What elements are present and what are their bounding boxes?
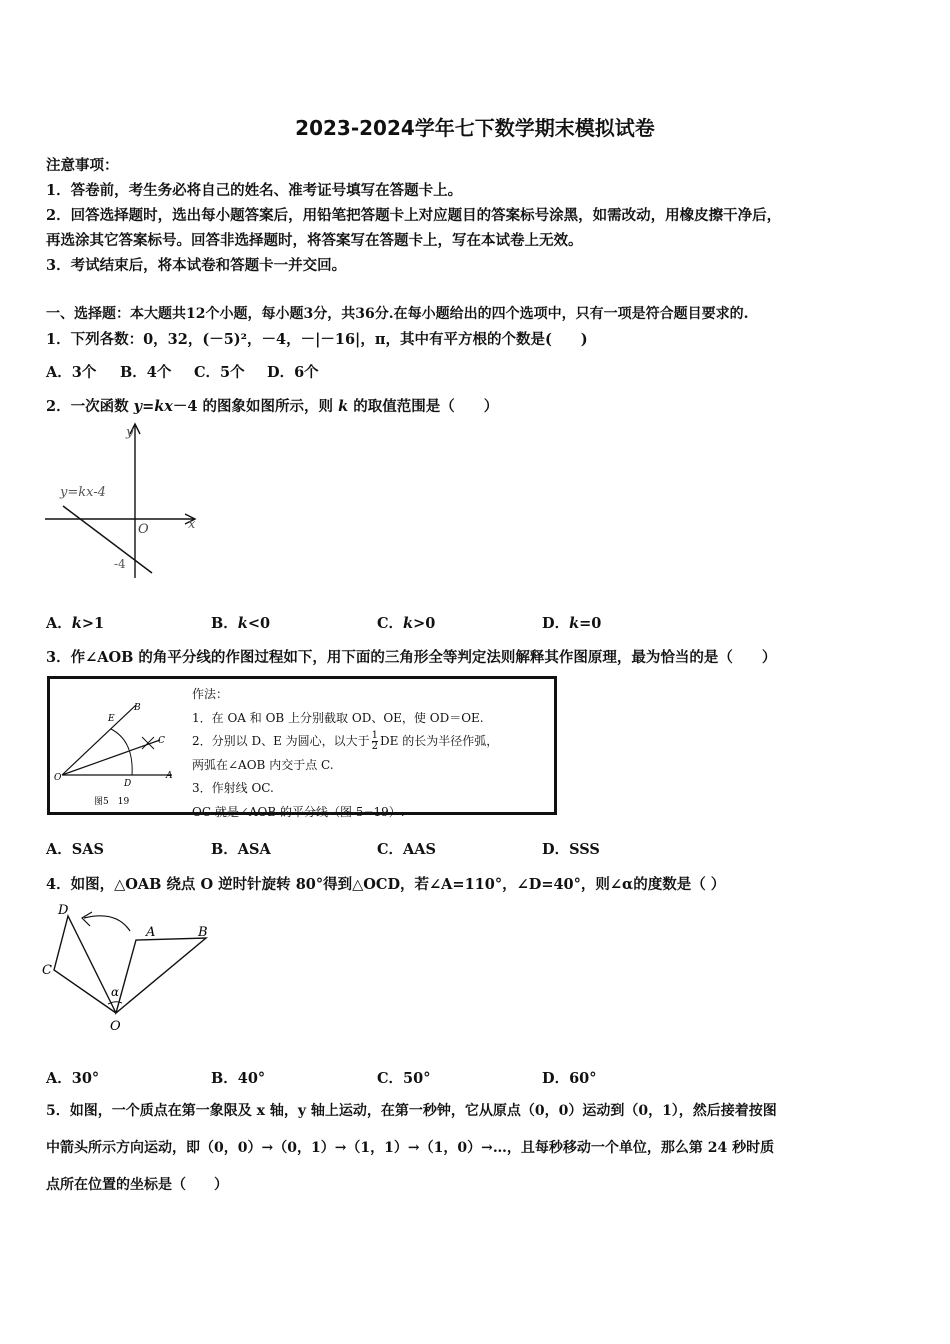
q2-option-var: k bbox=[237, 615, 248, 632]
q3-option-c[interactable]: C．AAS bbox=[377, 841, 437, 858]
q5-line-1: 5．如图，一个质点在第一象限及 x 轴，y 轴上运动，在第一秒钟，它从原点（0，0）运动到（0，1），然后接着按图 bbox=[46, 1103, 777, 1119]
q3-arc-de bbox=[111, 729, 132, 775]
q2-option-b[interactable] bbox=[211, 612, 270, 633]
q2-origin-label: O bbox=[138, 522, 149, 537]
notice-item-2-cont: 再选涂其它答案标号。回答非选择题时，将答案写在答题卡上，写在本试卷上无效。 bbox=[46, 232, 583, 249]
q2-option-d[interactable] bbox=[542, 612, 601, 633]
q3-label-d: D bbox=[124, 779, 132, 789]
q3-option-d[interactable]: D．SSS bbox=[542, 841, 600, 858]
q3-option-b[interactable]: B．ASA bbox=[211, 841, 271, 858]
notice-item-1: 1．答卷前，考生务必将自己的姓名、准考证号填写在答题卡上。 bbox=[46, 182, 463, 199]
q2-graph bbox=[40, 420, 210, 580]
q3-label-o: O bbox=[54, 773, 62, 783]
q2-function: y=kx bbox=[133, 398, 173, 415]
q1-option-a[interactable]: A．3个 bbox=[46, 364, 97, 381]
q2-x-label: x bbox=[188, 517, 196, 532]
q1-stem: 1．下列各数：0，32，(－5)²，－4，－|－16|，π，其中有平方根的个数是( ) bbox=[46, 331, 588, 348]
q2-option-rel: =0 bbox=[579, 615, 602, 632]
q3-figure-caption: 图5 19 bbox=[94, 797, 130, 807]
q4-label-alpha: α bbox=[111, 985, 120, 999]
q2-line-label: y=kx-4 bbox=[60, 485, 106, 500]
q3-label-e: E bbox=[108, 714, 115, 724]
q4-stem: 4．如图，△OAB 绕点 O 逆时针旋转 80°得到△OCD，若∠A=110°，∠D=40°，则∠α的度数是（ ） bbox=[46, 876, 726, 893]
q2-stem-part: 的取值范围是（ ） bbox=[348, 398, 499, 415]
q2-option-rel: >0 bbox=[413, 615, 436, 632]
q4-option-b[interactable]: B．40° bbox=[211, 1070, 266, 1087]
q4-label-a: A bbox=[146, 925, 156, 940]
q2-stem-part: 2．一次函数 bbox=[46, 398, 134, 415]
q3-construction-diagram bbox=[50, 679, 190, 812]
q3-method-text bbox=[192, 683, 498, 824]
q4-rotation-arrow bbox=[84, 916, 130, 931]
q3-figure-box bbox=[47, 676, 557, 819]
q2-y-label: y bbox=[126, 425, 134, 440]
q3-stem: 3．作∠AOB 的角平分线的作图过程如下，用下面的三角形全等判定法则解释其作图原理，最为恰当的是（ ） bbox=[46, 649, 777, 666]
q2-option-letter: D． bbox=[542, 615, 570, 632]
q3-option-a[interactable]: A．SAS bbox=[46, 841, 104, 858]
q3-step-1: 1．在 OA 和 OB 上分别截取 OD、OE，使 OD＝OE. bbox=[192, 710, 484, 725]
q3-step-3: 3．作射线 OC. bbox=[192, 781, 274, 795]
q4-label-d: D bbox=[58, 903, 69, 918]
q4-option-c[interactable]: C．50° bbox=[377, 1070, 431, 1087]
page-title: 2023-2024学年七下数学期末模拟试卷 bbox=[295, 116, 655, 140]
q3-conclusion: OC 就是∠AOB 的平分线（图 5−19）. bbox=[192, 804, 405, 819]
q3-method-title: 作法： bbox=[192, 687, 229, 701]
q3-step-2 bbox=[192, 730, 498, 754]
q1-option-b[interactable]: B．4个 bbox=[120, 364, 172, 381]
q4-option-a[interactable]: A．30° bbox=[46, 1070, 100, 1087]
q3-step-2-text: 2．分别以 D、E 为圆心，以大于 bbox=[192, 734, 370, 748]
q2-option-letter: C． bbox=[377, 615, 404, 632]
q2-function-line bbox=[63, 506, 152, 573]
q5-line-2: 中箭头所示方向运动，即（0，0）→（0，1）→（1，1）→（1，0）→…，且每秒移动一个单位，那么第 24 秒时质 bbox=[46, 1140, 775, 1156]
q4-label-o: O bbox=[110, 1019, 121, 1034]
q4-rotation-diagram bbox=[38, 898, 218, 1038]
q5-line-3: 点所在位置的坐标是（ ） bbox=[46, 1177, 228, 1193]
q3-fraction-numerator: 1 bbox=[371, 730, 379, 741]
q4-option-d[interactable]: D．60° bbox=[542, 1070, 597, 1087]
q3-label-c: C bbox=[158, 736, 165, 746]
notice-item-2: 2．回答选择题时，选出每小题答案后，用铅笔把答题卡上对应题目的答案标号涂黑，如需改动，用橡皮擦干净后， bbox=[46, 207, 782, 224]
q3-fraction bbox=[372, 731, 378, 752]
q3-label-a: A bbox=[166, 771, 173, 781]
q2-option-var: k bbox=[71, 615, 82, 632]
q3-fraction-denominator: 2 bbox=[371, 741, 379, 752]
q1-option-d[interactable]: D．6个 bbox=[267, 364, 319, 381]
q2-option-var: k bbox=[569, 615, 580, 632]
q4-triangle-oab bbox=[116, 938, 206, 1013]
q2-stem bbox=[46, 395, 498, 416]
q4-label-b: B bbox=[198, 925, 208, 940]
q3-step-2-cont: 两弧在∠AOB 内交于点 C. bbox=[192, 757, 334, 772]
q1-option-c[interactable]: C．5个 bbox=[194, 364, 245, 381]
q4-triangle-ocd bbox=[54, 916, 116, 1013]
q3-ray-ob bbox=[62, 705, 136, 775]
q2-option-rel: <0 bbox=[247, 615, 271, 632]
q2-option-rel: >1 bbox=[81, 615, 105, 632]
q2-option-a[interactable] bbox=[46, 612, 104, 633]
q2-option-var: k bbox=[403, 615, 414, 632]
notice-item-3: 3．考试结束后，将本试卷和答题卡一并交回。 bbox=[46, 257, 347, 274]
notice-heading: 注意事项： bbox=[46, 157, 119, 174]
q4-label-c: C bbox=[42, 963, 52, 978]
section-heading: 一、选择题：本大题共12个小题，每小题3分，共36分.在每小题给出的四个选项中，只有一项是符合题目要求的. bbox=[46, 306, 749, 322]
q2-option-c[interactable] bbox=[377, 612, 435, 633]
q2-option-letter: B． bbox=[211, 615, 238, 632]
q3-label-b: B bbox=[134, 703, 141, 713]
q2-intercept-label: -4 bbox=[114, 557, 126, 571]
q2-option-letter: A． bbox=[46, 615, 72, 632]
q2-variable: k bbox=[338, 398, 349, 415]
q2-stem-part: －4 的图象如图所示，则 bbox=[172, 398, 339, 415]
q3-step-2-text: DE 的长为半径作弧， bbox=[380, 734, 499, 748]
q4-arrow-head bbox=[82, 912, 92, 926]
